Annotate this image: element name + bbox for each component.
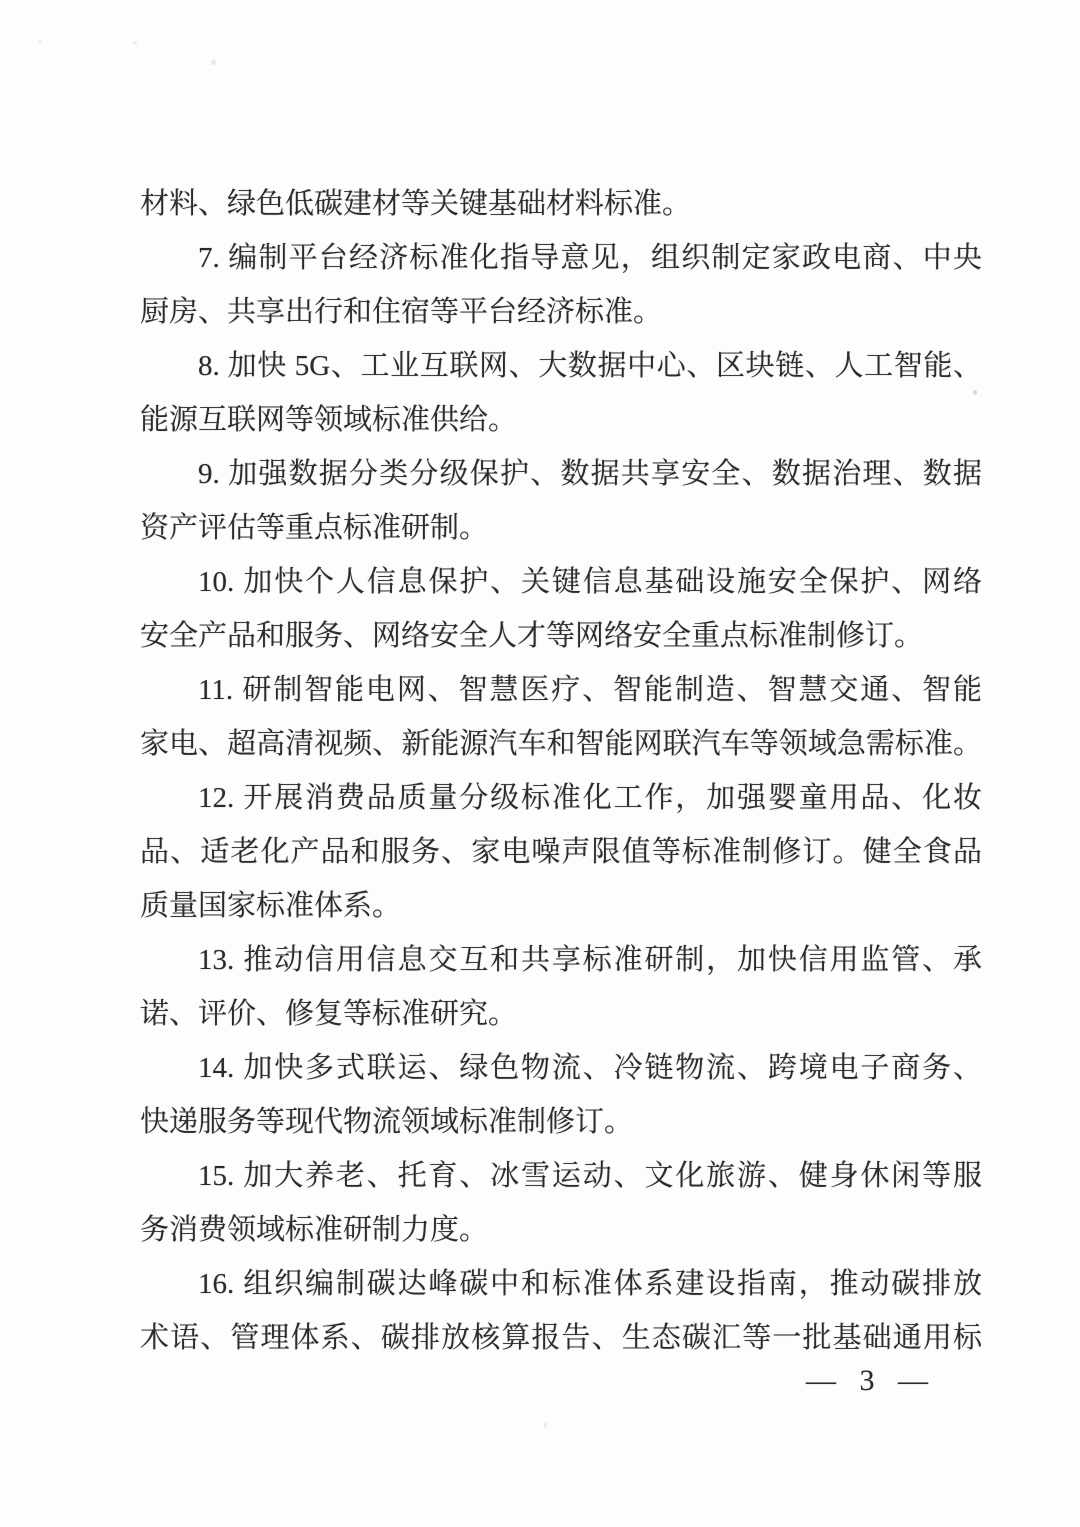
text-line: 14. 加快多式联运、绿色物流、冷链物流、跨境电子商务、 bbox=[198, 1052, 982, 1084]
text-line: 安全产品和服务、网络安全人才等网络安全重点标准制修订。 bbox=[140, 620, 924, 652]
text-line: 诺、评价、修复等标准研究。 bbox=[140, 998, 518, 1030]
text-line: 15. 加大养老、托育、冰雪运动、文化旅游、健身休闲等服 bbox=[198, 1160, 982, 1192]
text-line: 材料、绿色低碳建材等关键基础材料标准。 bbox=[140, 188, 692, 220]
text-line: 12. 开展消费品质量分级标准化工作，加强婴童用品、化妆 bbox=[198, 782, 982, 814]
scan-artifact bbox=[211, 60, 216, 65]
text-line: 资产评估等重点标准研制。 bbox=[140, 512, 489, 544]
text-line: 厨房、共享出行和住宿等平台经济标准。 bbox=[140, 296, 663, 328]
text-line: 术语、管理体系、碳排放核算报告、生态碳汇等一批基础通用标 bbox=[140, 1322, 982, 1354]
scan-artifact bbox=[133, 41, 137, 45]
text-line: 快递服务等现代物流领域标准制修订。 bbox=[140, 1106, 634, 1138]
text-line: 7. 编制平台经济标准化指导意见，组织制定家政电商、中央 bbox=[198, 242, 982, 274]
text-line: 务消费领域标准研制力度。 bbox=[140, 1214, 489, 1246]
text-line: 16. 组织编制碳达峰碳中和标准体系建设指南，推动碳排放 bbox=[198, 1268, 982, 1300]
text-line: 品、适老化产品和服务、家电噪声限值等标准制修订。健全食品 bbox=[140, 836, 982, 868]
text-line: 能源互联网等领域标准供给。 bbox=[140, 404, 518, 436]
scan-artifact bbox=[544, 1422, 547, 1428]
scan-artifact bbox=[38, 40, 42, 43]
text-line: 10. 加快个人信息保护、关键信息基础设施安全保护、网络 bbox=[198, 566, 982, 598]
text-line: 8. 加快 5G、工业互联网、大数据中心、区块链、人工智能、 bbox=[198, 350, 982, 382]
text-line: 13. 推动信用信息交互和共享标准研制，加快信用监管、承 bbox=[198, 944, 982, 976]
text-line: 11. 研制智能电网、智慧医疗、智能制造、智慧交通、智能 bbox=[198, 674, 982, 706]
text-line: 质量国家标准体系。 bbox=[140, 890, 402, 922]
document-body bbox=[140, 177, 982, 1365]
page-number: — 3 — bbox=[806, 1364, 928, 1397]
text-line: 9. 加强数据分类分级保护、数据共享安全、数据治理、数据 bbox=[198, 458, 982, 490]
text-line: 家电、超高清视频、新能源汽车和智能网联汽车等领域急需标准。 bbox=[140, 728, 982, 760]
